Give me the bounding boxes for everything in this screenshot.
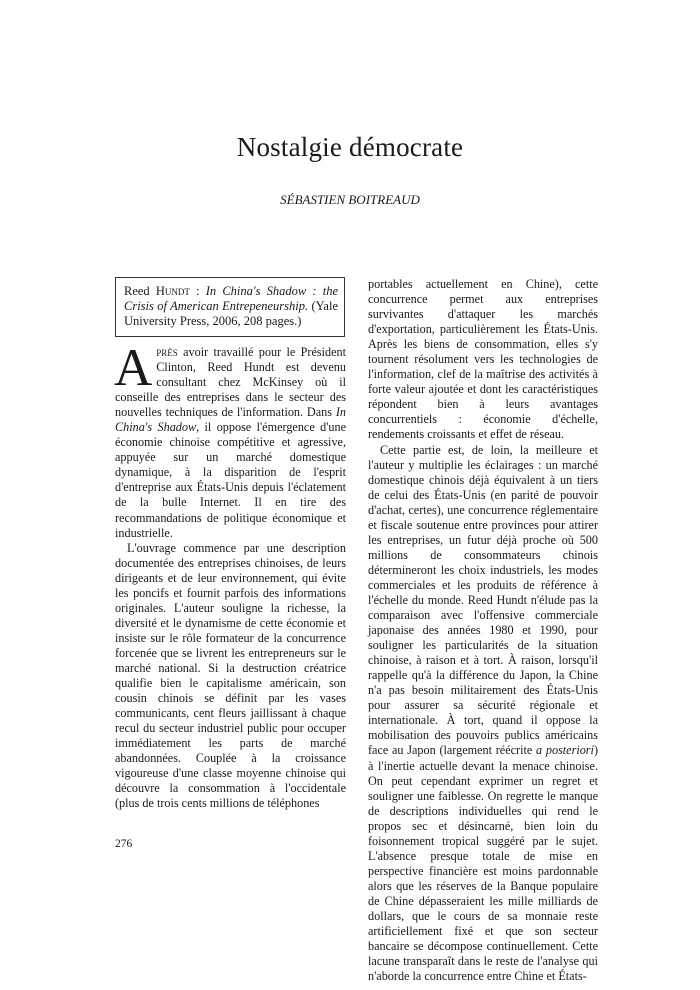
book-reference-box <box>115 277 345 337</box>
italic-phrase: a posteriori <box>536 743 594 758</box>
article-title: Nostalgie démocrate <box>236 132 464 162</box>
paragraph: L'ouvrage commence par une description documentée des entreprises chinoises, de leurs dirigeants et de leur environnement, qui évite les poncifs et fournit parfois des informations originales. L'auteur souligne la richesse, la diversité et le dynamisme de cette économie et insiste sur le rôle formateur de la concurrence forcenée que se livrent les entrepreneurs sur le marché national. Si la destruction créatrice qualifie bien le capitalisme américain, son cousin chinois se définit par les vases communicants, cent fleurs jaillissant à chaque recul du secteur industriel public pour occuper immédiatement les parts de marché abandonnées. Couplée à la croissance vigoureuse d'une classe moyenne chinoise qui découvre la consommation à l'occidentale (plus de trois cents millions de téléphones <box>115 540 346 811</box>
article-author: SÉBASTIEN BOITREAUD <box>280 192 420 207</box>
text-column <box>114 339 346 811</box>
book-separator: : <box>189 284 206 298</box>
page-number: 276 <box>115 838 133 850</box>
paragraph-text: avoir travaillé pour le Président Clinton, Reed Hundt est devenu consultant chez McKinsey où il conseille des entreprises dans le secteur des nouvelles techniques de l'information. Dans <box>115 345 346 420</box>
paragraph <box>114 339 346 541</box>
text-column <box>368 277 598 984</box>
book-title: In China's Shadow : the Crisis of American Entrepeneurship. <box>124 284 338 313</box>
lead-smallcaps: près <box>156 345 178 359</box>
book-author-last: Hundt <box>155 284 190 298</box>
book-author-first: Reed <box>124 284 156 298</box>
drop-cap: A <box>114 339 153 397</box>
paragraph <box>368 443 598 985</box>
book-title-inline: In China's Shadow <box>115 405 346 435</box>
paragraph-text: , il oppose l'émergence d'une économie chinoise compétitive et agressive, appuyée sur un marché domestique dynamique, à la disparition de l'esprit d'entreprise aux États-Unis depuis l'éclatement de la bulle Internet. Il en tire des recommandations de politique économique et industrielle. <box>115 420 346 540</box>
paragraph-text: ) à l'inertie actuelle devant la menace chinoise. On peut cependant exprimer un regret et souligner une faiblesse. On regrette le manque de descriptions individuelles qui rend le propos sec et désincarné, bien loin du foisonnement tropical suggéré par le sujet. L'absence presque totale de mise en perspective financière est moins pardonnable alors que les réserves de la Banque populaire de Chine dépasseraient les mille milliards de dollars, que le cours de sa monnaie reste artificiellement fixé et que son secteur bancaire se décompose continuellement. Cette lacune transparaît dans le reste de l'analyse qui n'aborde la concurrence entre Chine et États- <box>368 743 598 984</box>
paragraph-continuation: portables actuellement en Chine), cette concurrence permet aux entreprises survivantes d'attaquer les marchés d'exportation, particulièrement les États-Unis. Après les biens de consommation, elles s'y tournent résolument vers les technologies de l'information, clef de la maîtrise des activités à forte valeur ajoutée et dont les caractéristiques répondent bien à leurs avantages concurrentiels : économie d'échelle, rendements croissants et effet de réseau. <box>368 277 598 442</box>
book-publication: (Yale University Press, 2006, 208 pages.) <box>124 299 338 328</box>
paragraph-text: Cette partie est, de loin, la meilleure et l'auteur y multiplie les éclairages : un marché domestique chinois déjà équivalent à un tiers de celui des États-Unis (en parité de pouvoir d'achat, certes), une concurrence réglementaire et fiscale soutenue entre provinces pour attirer les entreprises, un futur déjà proche où 500 millions de consommateurs chinois détermineront les choix industriels, les modes commerciales et les produits de référence à l'échelle du monde. Reed Hundt n'élude pas la comparaison avec l'offensive commerciale japonaise des années 1980 et 1990, pour souligner les particularités de la situation chinoise, à raison et à tort. À raison, lorsqu'il rappelle qu'à la différence du Japon, la Chine n'a pas besoin militairement des États-Unis pour assurer sa sécurité régionale et internationale. À tort, quand il oppose la mobilisation des pouvoirs publics américains face au Japon (largement réécrite <box>368 442 598 758</box>
